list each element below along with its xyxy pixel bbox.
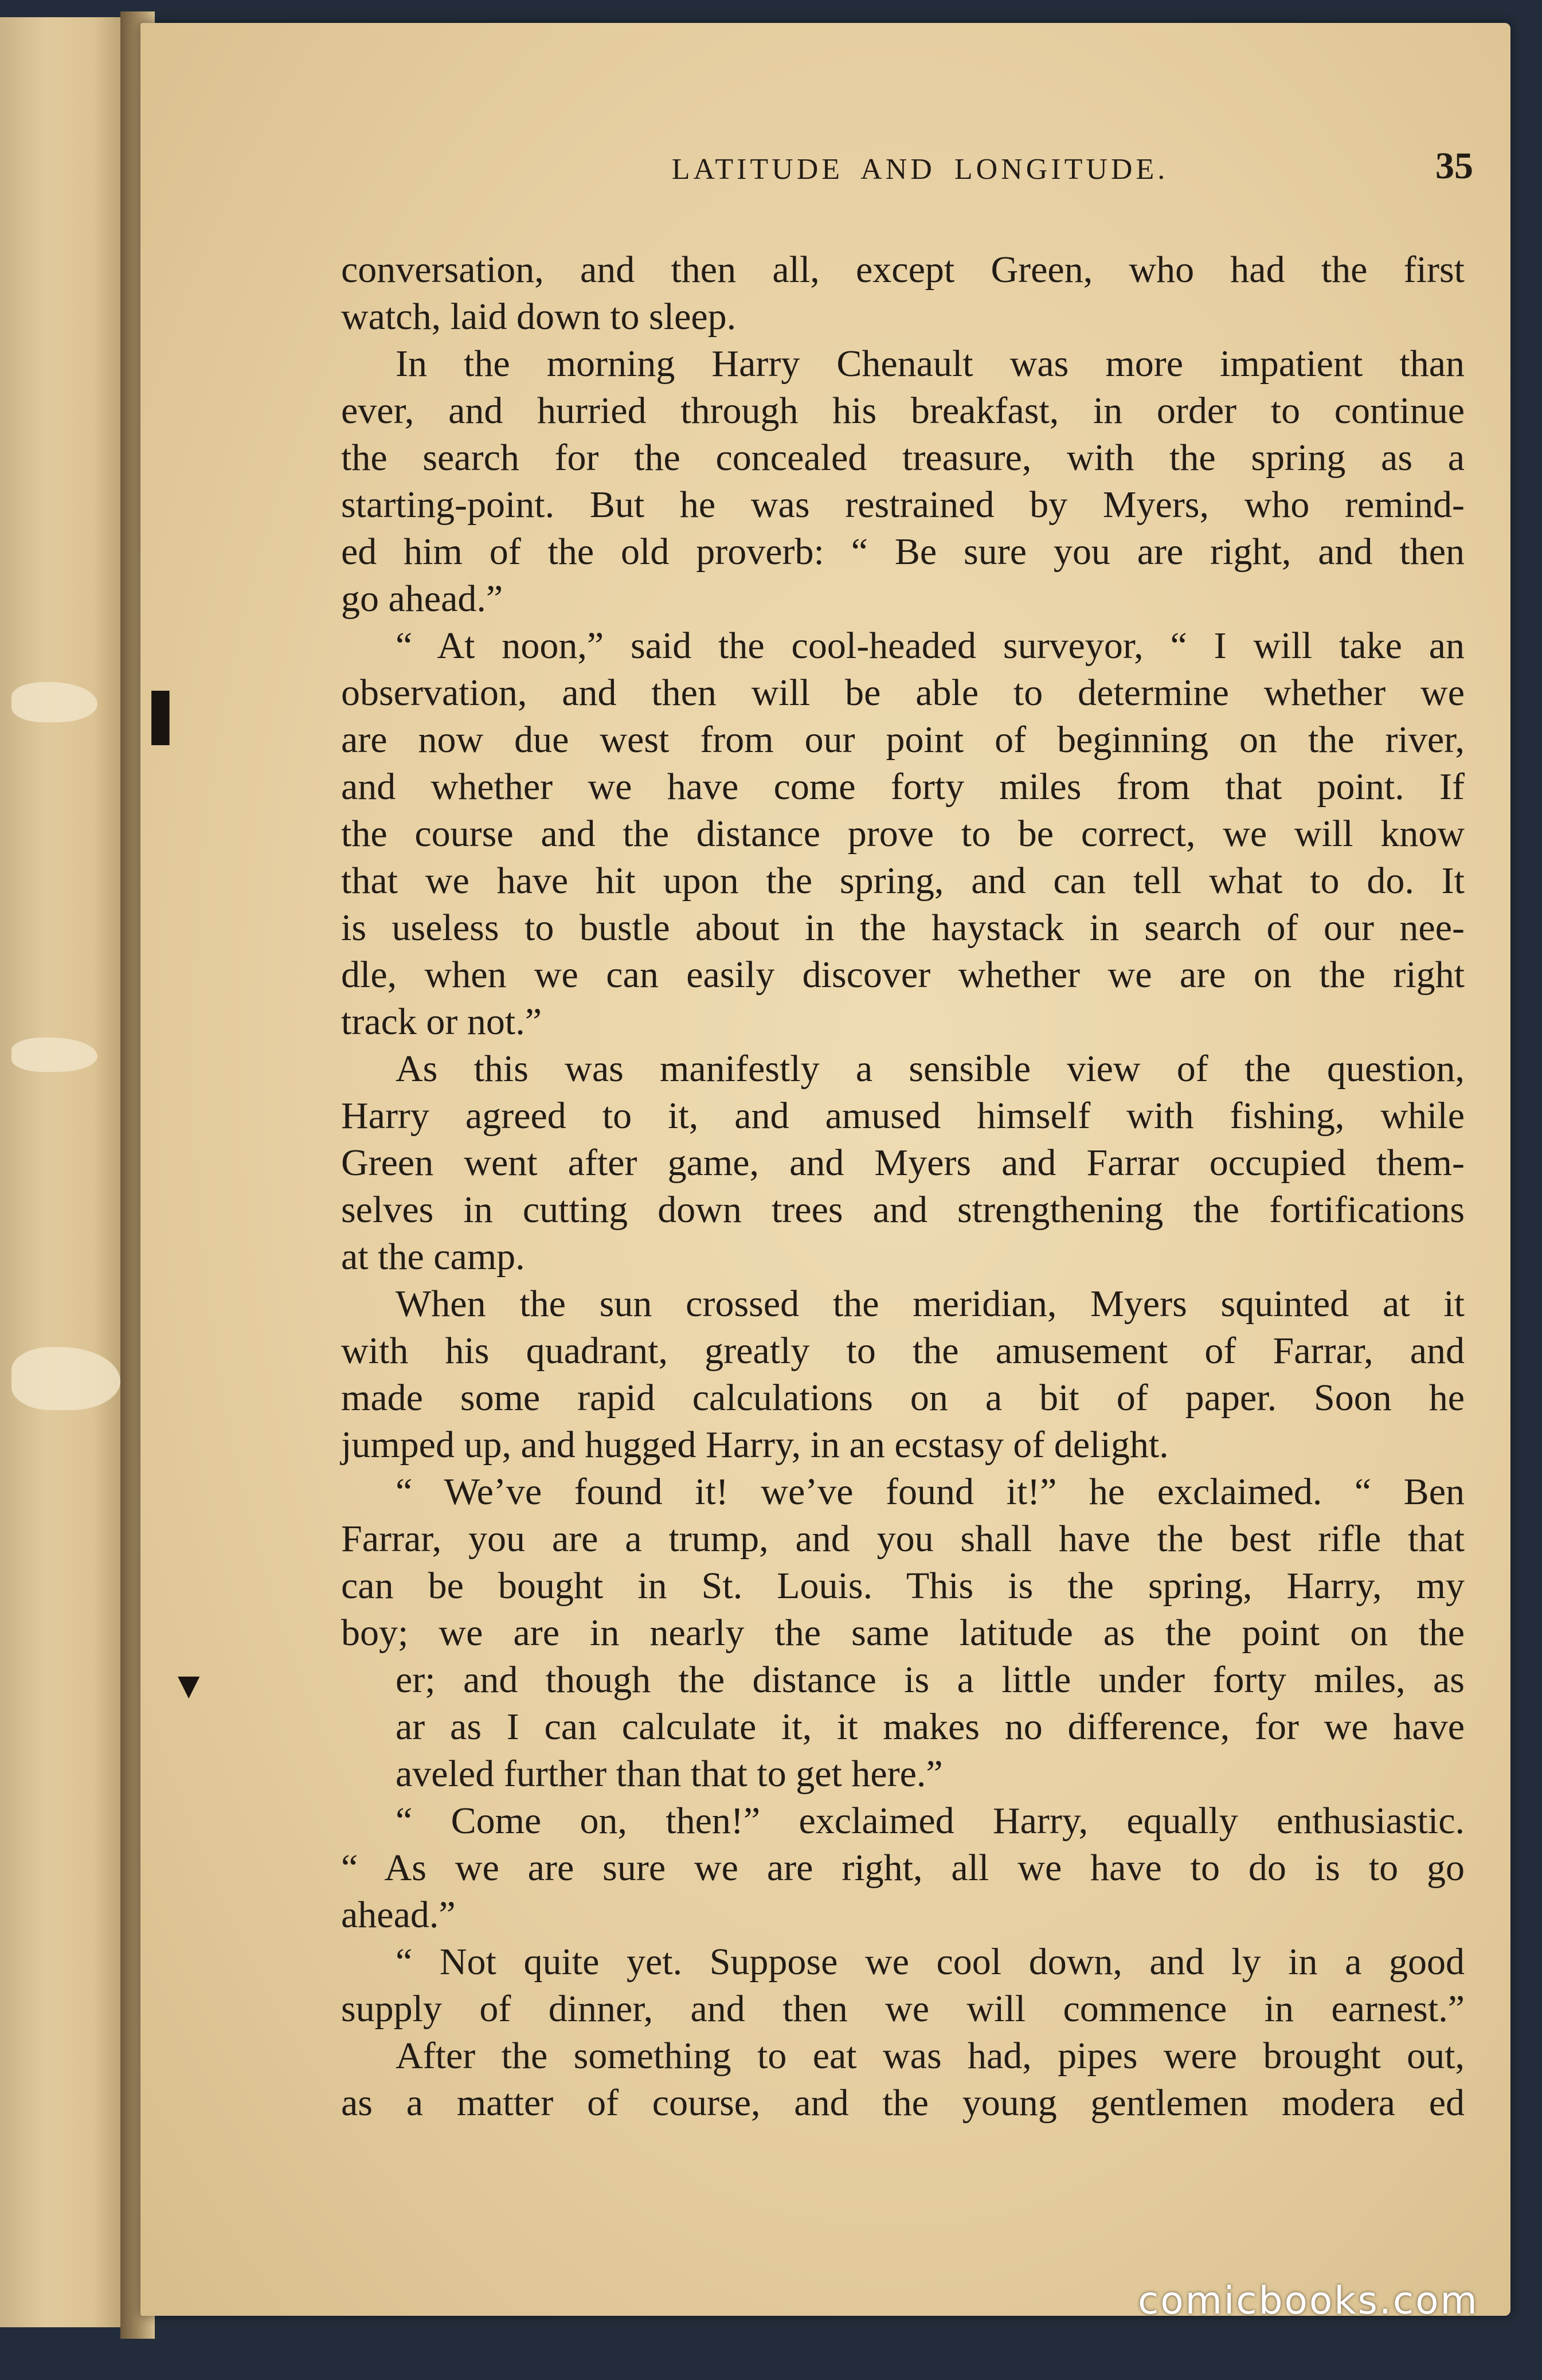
text-line: “ Come on, then!” exclaimed Harry, equally enthusiastic.: [396, 1800, 1465, 1842]
text-line: that we have hit upon the spring, and can tell what to do. It: [341, 860, 1465, 902]
page-tear-mark: [11, 1038, 97, 1072]
text-line: and whether we have come forty miles from that point. If: [341, 766, 1465, 808]
text-line: observation, and then will be able to determine whether we: [341, 672, 1465, 714]
text-line: “ At noon,” said the cool-headed surveyor, “ I will take an: [396, 625, 1465, 667]
text-line: ahead.”: [341, 1894, 456, 1936]
page-tear-mark: [11, 1347, 120, 1410]
body-text: [341, 246, 1465, 2127]
margin-ink-mark: ▼: [178, 1668, 200, 1702]
text-line: is useless to bustle about in the haystack in search of our nee-: [341, 907, 1465, 949]
text-line: dle, when we can easily discover whether we are on the right: [341, 954, 1465, 996]
previous-page-edge: [0, 17, 132, 2327]
text-line: with his quadrant, greatly to the amusement of Farrar, and: [341, 1330, 1465, 1372]
text-line: track or not.”: [341, 1001, 542, 1043]
text-line: conversation, and then all, except Green, who had the first: [341, 249, 1465, 291]
text-line: are now due west from our point of beginning on the river,: [341, 719, 1465, 761]
text-line: can be bought in St. Louis. This is the spring, Harry, my: [341, 1565, 1465, 1607]
text-line: er; and though the distance is a little under forty miles, as: [396, 1659, 1465, 1701]
text-line: made some rapid calculations on a bit of paper. Soon he: [341, 1377, 1465, 1419]
text-line: watch, laid down to sleep.: [341, 296, 737, 338]
text-line: go ahead.”: [341, 578, 503, 620]
text-line: When the sun crossed the meridian, Myers squinted at it: [396, 1283, 1465, 1325]
text-line: ed him of the old proverb: “ Be sure you are right, and then: [341, 531, 1465, 573]
text-line: the course and the distance prove to be correct, we will know: [341, 813, 1465, 855]
text-line: “ As we are sure we are right, all we have to do is to go: [341, 1847, 1465, 1889]
text-line: Green went after game, and Myers and Farrar occupied them-: [341, 1142, 1465, 1184]
text-line: Farrar, you are a trump, and you shall have the best rifle that: [341, 1518, 1465, 1560]
running-head: LATITUDE AND LONGITUDE.: [671, 153, 1169, 186]
text-line: starting-point. But he was restrained by Myers, who remind-: [341, 484, 1465, 526]
text-line: boy; we are in nearly the same latitude as the point on the: [341, 1612, 1465, 1654]
text-line: In the morning Harry Chenault was more impatient than: [396, 343, 1465, 385]
text-line: “ We’ve found it! we’ve found it!” he exclaimed. “ Ben: [396, 1471, 1465, 1513]
text-line: aveled further than that to get here.”: [396, 1753, 943, 1795]
text-line: ever, and hurried through his breakfast, in order to continue: [341, 390, 1465, 432]
text-line: After the something to eat was had, pipes were brought out,: [396, 2035, 1465, 2077]
watermark: comicbooks.com: [1138, 2279, 1479, 2323]
text-line: jumped up, and hugged Harry, in an ecstasy of delight.: [341, 1424, 1169, 1466]
text-line: supply of dinner, and then we will commence in earnest.”: [341, 1988, 1465, 2030]
text-line: at the camp.: [341, 1236, 525, 1278]
margin-ink-mark: ▌: [152, 691, 187, 745]
book-page: [140, 23, 1510, 2316]
text-line: selves in cutting down trees and strengthening the fortifications: [341, 1189, 1465, 1231]
page-number: 35: [1435, 145, 1473, 187]
text-line: “ Not quite yet. Suppose we cool down, and ly in a good: [396, 1941, 1465, 1983]
page-tear-mark: [11, 682, 97, 722]
text-line: the search for the concealed treasure, with the spring as a: [341, 437, 1465, 479]
text-line: ar as I can calculate it, it makes no difference, for we have: [396, 1706, 1465, 1748]
text-line: As this was manifestly a sensible view of the question,: [396, 1048, 1465, 1090]
text-line: as a matter of course, and the young gentlemen modera ed: [341, 2082, 1465, 2124]
text-line: Harry agreed to it, and amused himself with fishing, while: [341, 1095, 1465, 1137]
